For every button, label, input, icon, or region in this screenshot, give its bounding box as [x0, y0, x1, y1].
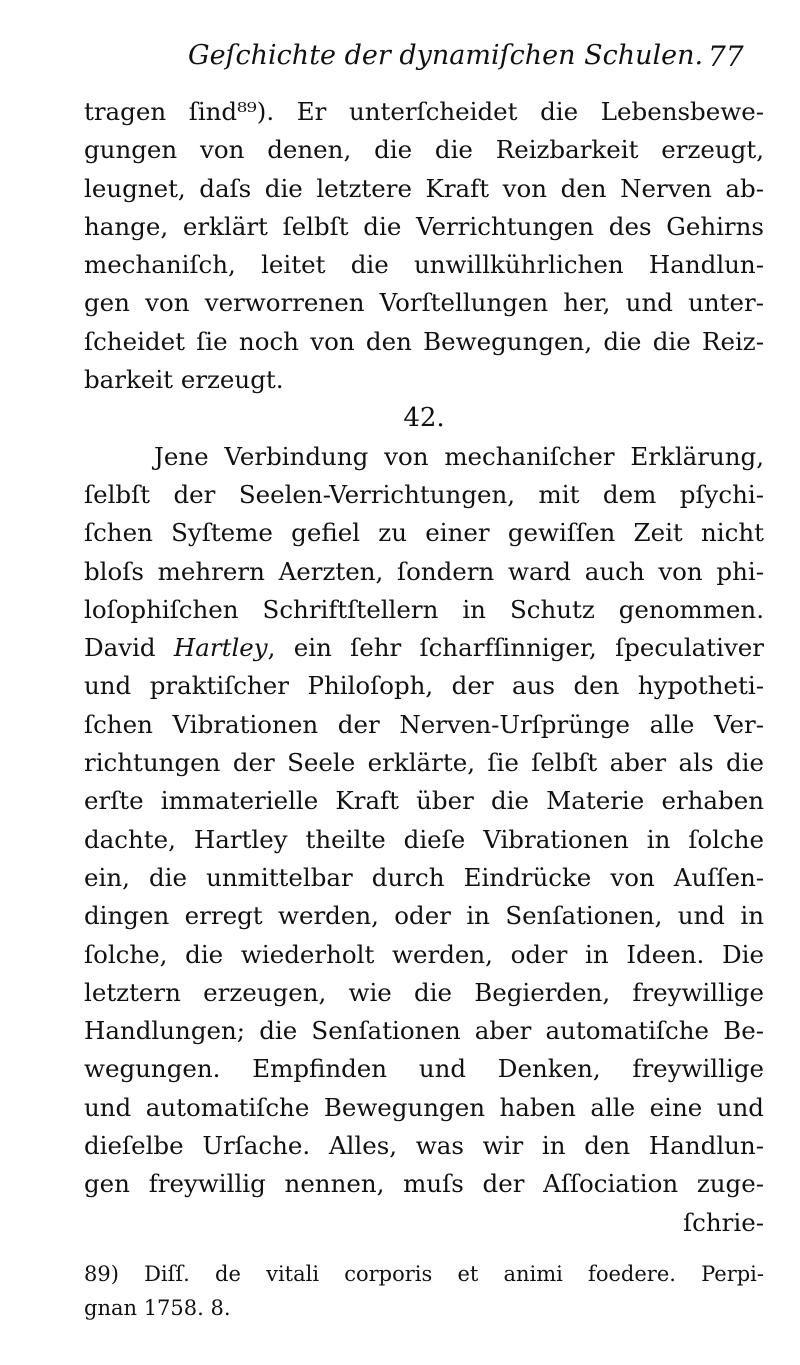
- text-line: ſchen Vibrationen der Nerven-Urſprünge alle Ver-: [84, 709, 764, 739]
- text-line: dachte, Hartley theilte dieſe Vibrationen in ſolche: [84, 824, 764, 854]
- text-line: mechaniſch, leitet die unwillkührlichen Handlun-: [84, 250, 764, 280]
- footnote-line: 89) Diſſ. de vitali corporis et animi foedere. Perpi-: [84, 1262, 764, 1286]
- text-line: ein, die unmittelbar durch Eindrücke von Auſſen-: [84, 862, 764, 892]
- text-line: barkeit erzeugt.: [84, 365, 284, 395]
- text-line: leugnet, daſs die letztere Kraft von den Nerven ab-: [84, 173, 764, 203]
- text-line: ſolche, die wiederholt werden, oder in Ideen. Die: [84, 939, 764, 969]
- body-text: [84, 93, 764, 1242]
- text-line: gen von verworrenen Vorſtellungen her, und unter-: [84, 288, 764, 318]
- italic-name: Hartley: [173, 633, 268, 663]
- text-line: letztern erzeugen, wie die Begierden, freywillige: [84, 977, 764, 1007]
- paragraph-2: [84, 438, 764, 1204]
- text-line: und praktiſcher Philoſoph, der aus den hypotheti-: [84, 671, 764, 701]
- text-line: gen freywillig nennen, muſs der Aſſociation zuge-: [84, 1169, 764, 1199]
- text-line: ſelbſt der Seelen-Verrichtungen, mit dem pſychi-: [84, 479, 764, 509]
- text-line: erſte immaterielle Kraft über die Materie erhaben: [84, 786, 764, 816]
- running-title: Geſchichte der dynamiſchen Schulen.: [188, 40, 704, 71]
- text-line: ſchen Syſteme gefiel zu einer gewiſſen Zeit nicht: [84, 518, 764, 548]
- text-line: richtungen der Seele erklärte, ſie ſelbſt aber als die: [84, 748, 764, 778]
- footnote-line: gnan 1758. 8.: [84, 1296, 231, 1320]
- text-line: loſophiſchen Schriftſtellern in Schutz genommen.: [84, 594, 764, 624]
- catchword: ſchrie-: [683, 1207, 764, 1237]
- text-line: Jene Verbindung von mechaniſcher Erklärung,: [154, 441, 764, 471]
- page-number: 77: [708, 40, 744, 73]
- footnote: [84, 1257, 764, 1325]
- text-line: bloſs mehrern Aerzten, ſondern ward auch von phi-: [84, 556, 764, 586]
- text-line: tragen ſind⁸⁹). Er unterſcheidet die Lebensbewe-: [84, 97, 764, 126]
- text-segment: , ein ſehr ſcharfſinniger, ſpeculativer: [267, 633, 764, 663]
- text-line-with-name: [84, 629, 764, 667]
- text-line: dingen erregt werden, oder in Senſationen, und in: [84, 901, 764, 931]
- text-line: wegungen. Empfinden und Denken, freywillige: [84, 1054, 764, 1084]
- text-segment: David: [84, 633, 174, 663]
- paragraph-1: [84, 93, 764, 399]
- section-number: 42.: [403, 403, 445, 434]
- text-line: hange, erklärt ſelbſt die Verrichtungen des Gehirns: [84, 211, 764, 241]
- text-line: gungen von denen, die die Reizbarkeit erzeugt,: [84, 135, 764, 165]
- text-line: Handlungen; die Senſationen aber automatiſche Be-: [84, 1016, 764, 1046]
- text-line: dieſelbe Urſache. Alles, was wir in den Handlun-: [84, 1131, 764, 1161]
- text-line: und automatiſche Bewegungen haben alle eine und: [84, 1092, 764, 1122]
- page-header: [0, 40, 800, 80]
- text-line: ſcheidet ſie noch von den Bewegungen, die die Reiz-: [84, 326, 764, 356]
